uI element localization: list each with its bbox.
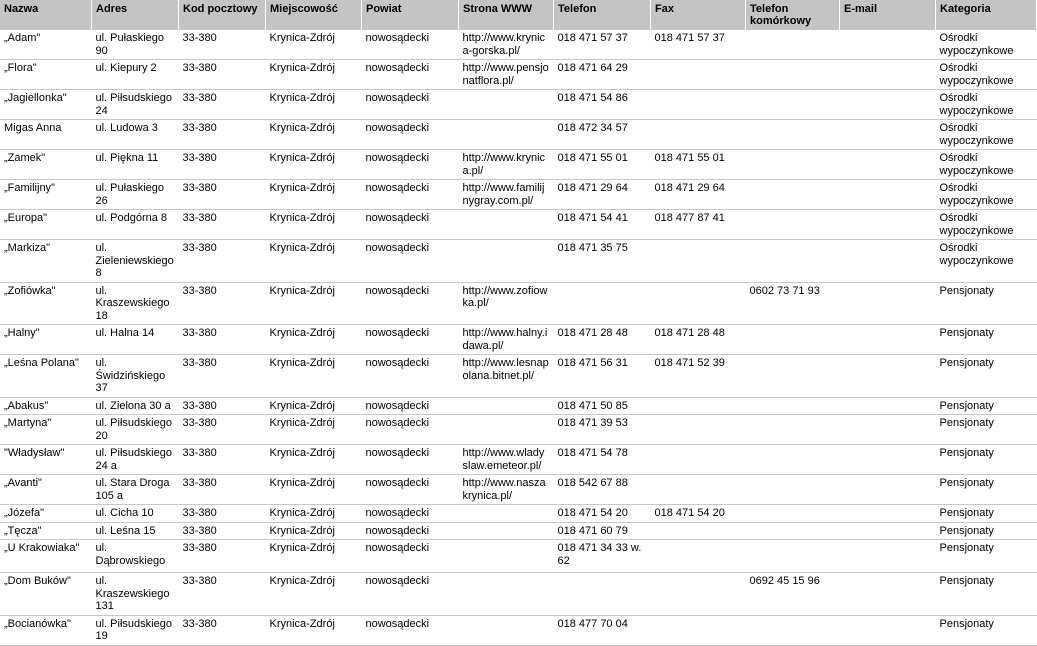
cell-miejscowosc: Krynica-Zdrój [269, 477, 335, 489]
cell-fax: 018 471 55 01 [654, 152, 725, 164]
cell-powiat: nowosądecki [365, 242, 430, 254]
table-row[interactable] [0, 355, 1037, 398]
cell-telefon: 018 471 64 29 [557, 62, 628, 74]
cell-strona-www [459, 505, 554, 523]
cell-miejscowosc: Krynica-Zdrój [269, 182, 335, 194]
cell-nazwa: „Europa" [4, 212, 48, 224]
col-header-nazwa[interactable]: Nazwa [0, 0, 92, 30]
cell-strona-www[interactable]: http://www.pensjonatflora.pl/ [462, 62, 549, 87]
table-row[interactable] [0, 240, 1037, 283]
cell-email [840, 210, 936, 240]
table-row[interactable] [0, 60, 1037, 90]
cell-telefon: 018 471 50 85 [557, 399, 628, 412]
cell-telefon-komorkowy [746, 355, 840, 398]
cell-adres: ul. Zielona 30 a [95, 399, 171, 412]
cell-fax [651, 60, 746, 90]
cell-kategoria: Ośrodki wypoczynkowe [939, 212, 1014, 237]
cell-kod-pocztowy: 33-380 [182, 284, 217, 297]
cell-nazwa: „Halny" [4, 327, 40, 339]
cell-nazwa: „Flora" [4, 62, 37, 74]
cell-adres: ul. Halna 14 [95, 327, 155, 339]
cell-kategoria: Ośrodki wypoczynkowe [939, 92, 1014, 117]
cell-kategoria: Pensjonaty [939, 357, 994, 369]
cell-powiat: nowosądecki [365, 447, 430, 459]
cell-adres: ul. Kiepury 2 [95, 62, 157, 74]
cell-telefon [554, 282, 651, 325]
cell-kategoria: Pensjonaty [939, 575, 994, 587]
cell-powiat: nowosądecki [365, 122, 430, 134]
cell-adres: ul. Zieleniewskiego 8 [95, 242, 174, 279]
cell-nazwa: „Markiza" [4, 242, 51, 254]
cell-nazwa: „Zofiówka" [4, 284, 56, 297]
cell-fax [651, 522, 746, 540]
cell-telefon-komorkowy [746, 415, 840, 445]
table-row[interactable] [0, 505, 1037, 523]
cell-kategoria: Ośrodki wypoczynkowe [939, 32, 1014, 57]
cell-strona-www[interactable]: http://www.krynica-gorska.pl/ [462, 32, 546, 57]
cell-strona-www[interactable]: http://www.wladyslaw.emeteor.pl/ [462, 447, 545, 472]
cell-fax: 018 471 28 48 [654, 327, 725, 339]
cell-telefon-komorkowy [746, 180, 840, 210]
cell-strona-www [459, 540, 554, 573]
cell-miejscowosc: Krynica-Zdrój [269, 542, 335, 554]
cell-miejscowosc: Krynica-Zdrój [269, 617, 335, 630]
cell-kategoria: Pensjonaty [939, 507, 994, 519]
table-row[interactable] [0, 325, 1037, 355]
cell-kategoria: Ośrodki wypoczynkowe [939, 62, 1014, 87]
cell-kategoria: Ośrodki wypoczynkowe [939, 152, 1014, 177]
cell-kategoria: Pensjonaty [939, 399, 994, 412]
cell-email [840, 397, 936, 415]
cell-kod-pocztowy: 33-380 [182, 152, 217, 164]
cell-fax: 018 471 52 39 [654, 357, 725, 369]
cell-miejscowosc: Krynica-Zdrój [269, 284, 335, 297]
cell-strona-www[interactable]: http://www.familijnygray.com.pl/ [462, 182, 545, 207]
cell-fax: 018 471 29 64 [654, 182, 725, 194]
cell-kategoria: Pensjonaty [939, 327, 994, 339]
cell-adres: ul. Pułaskiego 90 [95, 32, 164, 57]
table-row[interactable] [0, 615, 1037, 645]
cell-telefon-komorkowy [746, 505, 840, 523]
cell-kategoria: Pensjonaty [939, 417, 994, 429]
cell-nazwa: „Tęcza" [4, 524, 42, 537]
cell-email [840, 475, 936, 505]
cell-strona-www[interactable]: http://www.zofiowka.pl/ [462, 284, 548, 309]
cell-telefon-komorkowy [746, 240, 840, 283]
cell-telefon: 018 471 54 86 [557, 92, 628, 104]
table-row[interactable] [0, 180, 1037, 210]
cell-fax [651, 445, 746, 475]
cell-miejscowosc: Krynica-Zdrój [269, 575, 335, 587]
cell-fax [651, 240, 746, 283]
cell-kod-pocztowy: 33-380 [182, 507, 217, 519]
cell-telefon: 018 477 70 04 [557, 617, 628, 630]
cell-adres: ul. Piłsudskiego 19 [95, 617, 172, 642]
cell-email [840, 180, 936, 210]
cell-kod-pocztowy: 33-380 [182, 477, 217, 489]
cell-nazwa: „Abakus" [4, 399, 49, 412]
cell-miejscowosc: Krynica-Zdrój [269, 212, 335, 224]
cell-telefon: 018 471 29 64 [557, 182, 628, 194]
cell-telefon-komorkowy [746, 397, 840, 415]
cell-powiat: nowosądecki [365, 477, 430, 489]
cell-adres: ul. Stara Droga 105 a [95, 477, 170, 502]
cell-adres: ul. Piłsudskiego 24 a [95, 447, 172, 472]
col-header-kategoria[interactable]: Kategoria [936, 0, 1037, 30]
cell-telefon: 018 471 35 75 [557, 242, 628, 254]
cell-kod-pocztowy: 33-380 [182, 182, 217, 194]
cell-strona-www [459, 210, 554, 240]
cell-email [840, 325, 936, 355]
cell-email [840, 240, 936, 283]
cell-telefon: 018 471 57 37 [557, 32, 628, 44]
cell-nazwa: „U Krakowiaka" [4, 542, 80, 554]
cell-miejscowosc: Krynica-Zdrój [269, 122, 335, 134]
col-header-kod-pocztowy[interactable]: Kod pocztowy [179, 0, 266, 30]
table-row[interactable] [0, 150, 1037, 180]
cell-strona-www[interactable]: http://www.krynica.pl/ [462, 152, 546, 177]
cell-telefon-komorkowy [746, 120, 840, 150]
cell-telefon: 018 542 67 88 [557, 477, 628, 489]
cell-telefon: 018 471 34 33 w. 62 [557, 542, 642, 567]
cell-kategoria: Pensjonaty [939, 477, 994, 489]
col-header-powiat[interactable]: Powiat [362, 0, 459, 30]
cell-telefon-komorkowy [746, 210, 840, 240]
cell-telefon: 018 471 56 31 [557, 357, 628, 369]
table-row[interactable] [0, 475, 1037, 505]
cell-adres: ul. Cicha 10 [95, 507, 154, 519]
cell-powiat: nowosądecki [365, 575, 430, 587]
cell-powiat: nowosądecki [365, 92, 430, 104]
cell-kod-pocztowy: 33-380 [182, 212, 217, 224]
cell-kategoria: Ośrodki wypoczynkowe [939, 242, 1014, 267]
cell-powiat: nowosądecki [365, 542, 430, 554]
cell-kod-pocztowy: 33-380 [182, 447, 217, 459]
cell-nazwa: „Leśna Polana" [4, 357, 79, 369]
cell-adres: ul. Piłsudskiego 24 [95, 92, 172, 117]
col-header-fax[interactable]: Fax [651, 0, 746, 30]
cell-telefon-komorkowy: 0692 45 15 96 [749, 575, 820, 587]
col-header-strona-www[interactable]: Strona WWW [459, 0, 554, 30]
cell-miejscowosc: Krynica-Zdrój [269, 399, 335, 412]
cell-kategoria: Pensjonaty [939, 284, 994, 297]
cell-kod-pocztowy: 33-380 [182, 357, 217, 369]
cell-fax [651, 90, 746, 120]
cell-strona-www [459, 615, 554, 645]
cell-fax [651, 475, 746, 505]
table-row[interactable] [0, 522, 1037, 540]
cell-telefon-komorkowy [746, 325, 840, 355]
cell-kod-pocztowy: 33-380 [182, 542, 217, 554]
cell-strona-www [459, 415, 554, 445]
cell-miejscowosc: Krynica-Zdrój [269, 152, 335, 164]
cell-email [840, 445, 936, 475]
col-header-telefon-komorkowy[interactable]: Telefon komórkowy [746, 0, 840, 30]
cell-kod-pocztowy: 33-380 [182, 92, 217, 104]
col-header-miejscowosc[interactable]: Miejscowość [266, 0, 362, 30]
cell-email [840, 30, 936, 60]
cell-adres: ul. Świdzińskiego 37 [95, 357, 166, 394]
cell-kategoria: Ośrodki wypoczynkowe [939, 122, 1014, 147]
cell-telefon [554, 573, 651, 616]
cell-strona-www[interactable]: http://www.naszakrynica.pl/ [462, 477, 546, 502]
cell-adres: ul. Piłsudskiego 20 [95, 417, 172, 442]
cell-fax [651, 282, 746, 325]
table-row[interactable] [0, 30, 1037, 60]
table-row[interactable] [0, 540, 1037, 573]
cell-adres: ul. Podgórna 8 [95, 212, 168, 224]
cell-nazwa: „Dom Buków" [4, 575, 71, 587]
cell-telefon-komorkowy [746, 475, 840, 505]
cell-fax: 018 477 87 41 [654, 212, 725, 224]
cell-adres: ul. Leśna 15 [95, 524, 156, 537]
cell-kod-pocztowy: 33-380 [182, 327, 217, 339]
cell-email [840, 615, 936, 645]
cell-miejscowosc: Krynica-Zdrój [269, 32, 335, 44]
cell-kod-pocztowy: 33-380 [182, 399, 217, 412]
cell-adres: ul. Piękna 11 [95, 152, 159, 164]
cell-kod-pocztowy: 33-380 [182, 62, 217, 74]
header-row [0, 0, 1037, 30]
cell-nazwa: „Avanti" [4, 477, 42, 489]
cell-miejscowosc: Krynica-Zdrój [269, 357, 335, 369]
cell-telefon-komorkowy [746, 90, 840, 120]
cell-kod-pocztowy: 33-380 [182, 32, 217, 44]
cell-email [840, 282, 936, 325]
cell-strona-www [459, 522, 554, 540]
cell-telefon: 018 471 54 20 [557, 507, 628, 519]
cell-strona-www [459, 397, 554, 415]
cell-email [840, 150, 936, 180]
cell-telefon-komorkowy [746, 445, 840, 475]
cell-kategoria: Pensjonaty [939, 447, 994, 459]
cell-kod-pocztowy: 33-380 [182, 242, 217, 254]
cell-strona-www [459, 90, 554, 120]
cell-powiat: nowosądecki [365, 507, 430, 519]
cell-powiat: nowosądecki [365, 617, 430, 630]
cell-email [840, 505, 936, 523]
cell-email [840, 540, 936, 573]
cell-telefon: 018 471 39 53 [557, 417, 628, 429]
cell-kod-pocztowy: 33-380 [182, 617, 217, 630]
cell-nazwa: „Bocianówka" [4, 617, 71, 630]
cell-nazwa: "Władysław" [4, 447, 65, 459]
cell-powiat: nowosądecki [365, 284, 430, 297]
cell-telefon: 018 471 54 78 [557, 447, 628, 459]
cell-kategoria: Pensjonaty [939, 542, 994, 554]
cell-telefon: 018 471 55 01 [557, 152, 628, 164]
cell-telefon-komorkowy [746, 615, 840, 645]
table-row[interactable] [0, 282, 1037, 325]
cell-adres: ul. Ludowa 3 [95, 122, 158, 134]
table-row[interactable] [0, 415, 1037, 445]
cell-strona-www [459, 573, 554, 616]
cell-adres: ul. Dąbrowskiego [95, 542, 166, 567]
cell-fax [651, 397, 746, 415]
cell-strona-www[interactable]: http://www.halny.idawa.pl/ [462, 327, 548, 352]
col-header-adres[interactable]: Adres [92, 0, 179, 30]
cell-nazwa: „Jagiellonka" [4, 92, 67, 104]
cell-fax: 018 471 57 37 [654, 32, 725, 44]
cell-powiat: nowosądecki [365, 399, 430, 412]
cell-nazwa: Migas Anna [4, 122, 62, 134]
cell-kategoria: Pensjonaty [939, 617, 994, 630]
cell-nazwa: „Adam" [4, 32, 41, 44]
col-header-telefon[interactable]: Telefon [554, 0, 651, 30]
cell-telefon-komorkowy [746, 522, 840, 540]
cell-powiat: nowosądecki [365, 32, 430, 44]
cell-email [840, 415, 936, 445]
cell-telefon-komorkowy [746, 150, 840, 180]
table-row[interactable] [0, 573, 1037, 616]
table-row[interactable] [0, 397, 1037, 415]
cell-miejscowosc: Krynica-Zdrój [269, 62, 335, 74]
cell-powiat: nowosądecki [365, 357, 430, 369]
cell-powiat: nowosądecki [365, 182, 430, 194]
cell-powiat: nowosądecki [365, 152, 430, 164]
cell-powiat: nowosądecki [365, 417, 430, 429]
cell-email [840, 120, 936, 150]
cell-telefon-komorkowy [746, 60, 840, 90]
cell-strona-www [459, 240, 554, 283]
cell-fax: 018 471 54 20 [654, 507, 725, 519]
cell-email [840, 573, 936, 616]
cell-kod-pocztowy: 33-380 [182, 524, 217, 537]
cell-miejscowosc: Krynica-Zdrój [269, 327, 335, 339]
cell-miejscowosc: Krynica-Zdrój [269, 447, 335, 459]
cell-kategoria: Pensjonaty [939, 524, 994, 537]
cell-fax [651, 615, 746, 645]
cell-strona-www [459, 120, 554, 150]
cell-nazwa: „Familijny" [4, 182, 55, 194]
cell-powiat: nowosądecki [365, 212, 430, 224]
cell-adres: ul. Pułaskiego 26 [95, 182, 164, 207]
cell-fax [651, 415, 746, 445]
table-row[interactable] [0, 445, 1037, 475]
cell-telefon: 018 471 28 48 [557, 327, 628, 339]
cell-powiat: nowosądecki [365, 62, 430, 74]
table-row[interactable] [0, 120, 1037, 150]
cell-adres: ul. Kraszewskiego 18 [95, 284, 170, 322]
cell-powiat: nowosądecki [365, 327, 430, 339]
table-row[interactable] [0, 90, 1037, 120]
cell-email [840, 355, 936, 398]
cell-fax [651, 120, 746, 150]
table-row[interactable] [0, 210, 1037, 240]
cell-miejscowosc: Krynica-Zdrój [269, 524, 335, 537]
cell-miejscowosc: Krynica-Zdrój [269, 92, 335, 104]
cell-telefon: 018 471 54 41 [557, 212, 628, 224]
cell-email [840, 60, 936, 90]
cell-telefon-komorkowy [746, 30, 840, 60]
cell-telefon: 018 471 60 79 [557, 524, 628, 537]
cell-nazwa: „Zamek" [4, 152, 46, 164]
cell-kod-pocztowy: 33-380 [182, 575, 217, 587]
cell-telefon: 018 472 34 57 [557, 122, 628, 134]
cell-miejscowosc: Krynica-Zdrój [269, 507, 335, 519]
cell-kategoria: Ośrodki wypoczynkowe [939, 182, 1014, 207]
cell-kod-pocztowy: 33-380 [182, 122, 217, 134]
cell-strona-www[interactable]: http://www.lesnapolana.bitnet.pl/ [462, 357, 549, 382]
cell-telefon-komorkowy: 0602 73 71 93 [749, 284, 820, 297]
cell-fax [651, 540, 746, 573]
cell-powiat: nowosądecki [365, 524, 430, 537]
cell-email [840, 522, 936, 540]
cell-nazwa: „Martyna" [4, 417, 52, 429]
cell-fax [651, 573, 746, 616]
cell-miejscowosc: Krynica-Zdrój [269, 417, 335, 429]
cell-adres: ul. Kraszewskiego 131 [95, 575, 170, 612]
cell-telefon-komorkowy [746, 540, 840, 573]
col-header-email[interactable]: E-mail [840, 0, 936, 30]
cell-kod-pocztowy: 33-380 [182, 417, 217, 429]
cell-miejscowosc: Krynica-Zdrój [269, 242, 335, 254]
cell-nazwa: „Józefa" [4, 507, 44, 519]
cell-email [840, 90, 936, 120]
